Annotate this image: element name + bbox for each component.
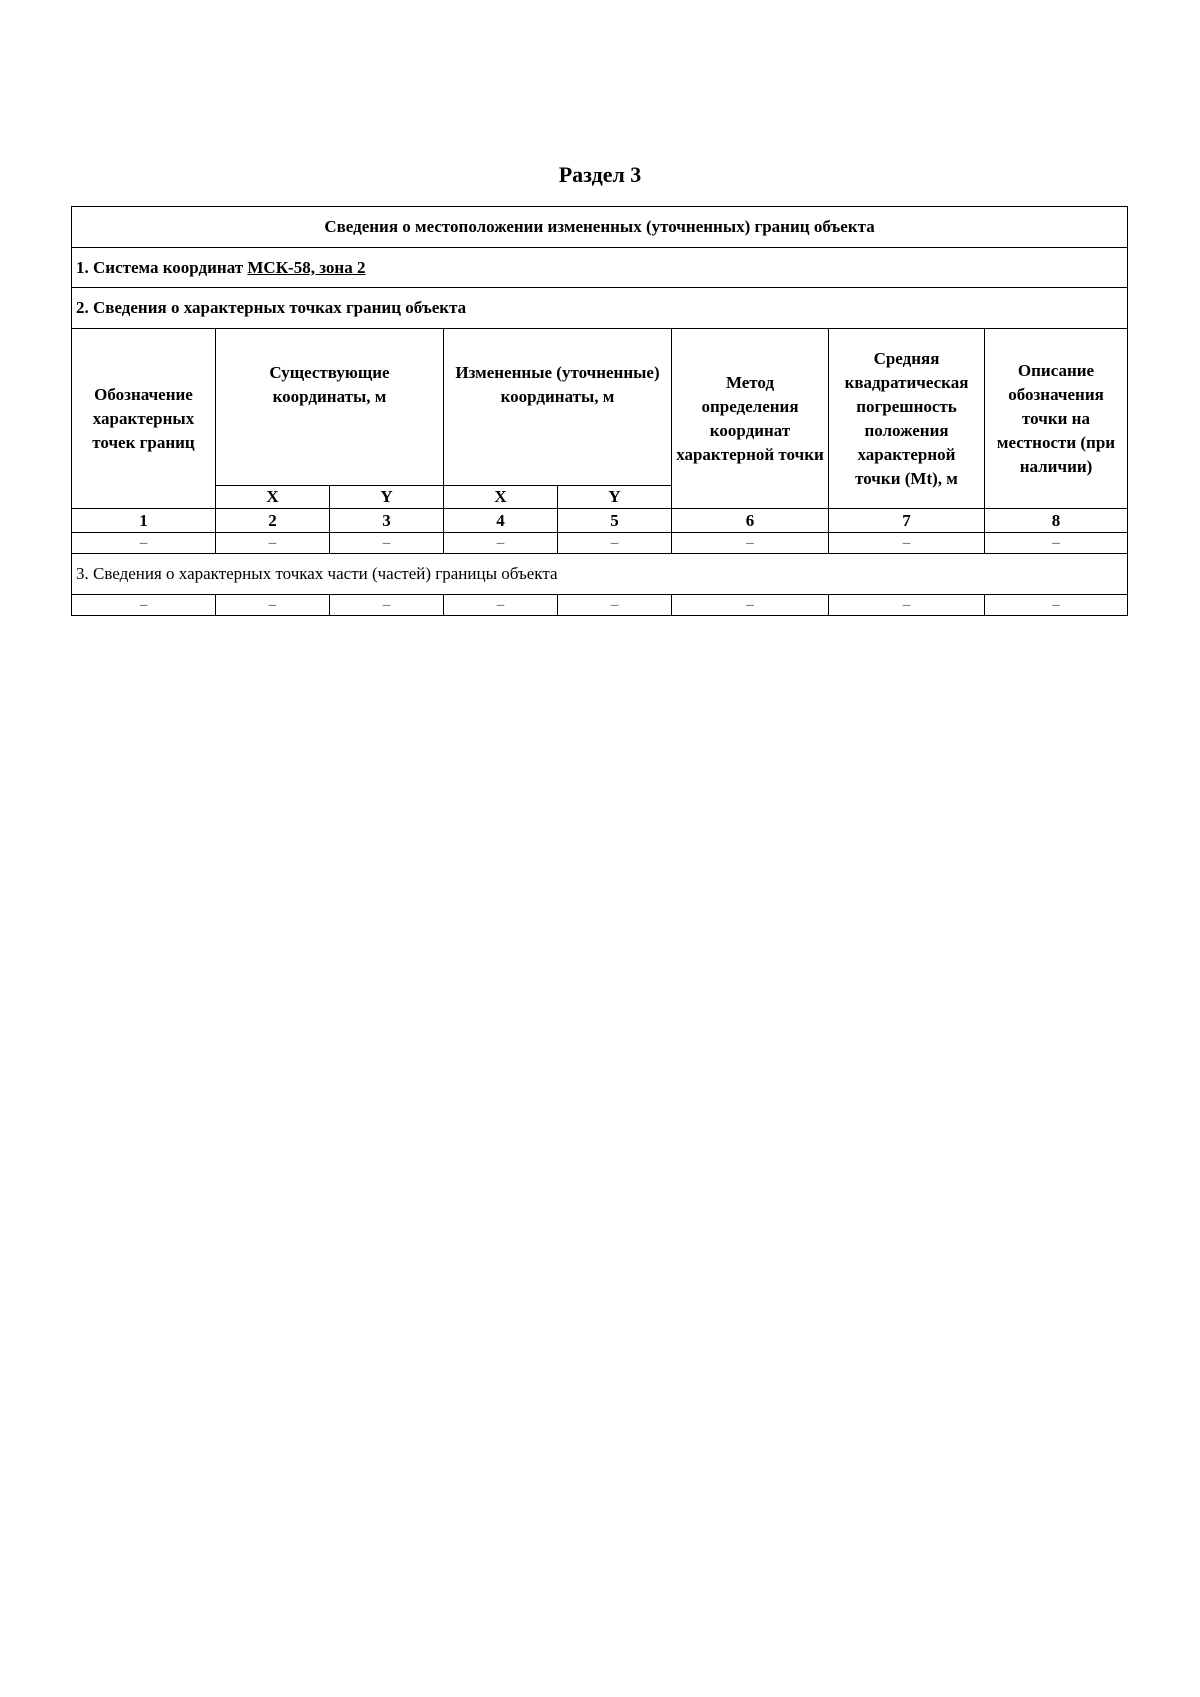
header-method: Метод определения координат характерной точки <box>672 329 829 509</box>
table-cell: – <box>444 533 558 554</box>
header-changed-x: X <box>444 486 558 509</box>
column-number: 1 <box>72 509 216 533</box>
table-cell: – <box>216 533 330 554</box>
header-changed-y: Y <box>558 486 672 509</box>
table-cell: – <box>330 533 444 554</box>
table-cell: – <box>330 595 444 616</box>
table-caption: Сведения о местоположении измененных (уточненных) границ объекта <box>72 207 1128 248</box>
header-description: Описание обозначения точки на местности (при наличии) <box>985 329 1128 509</box>
header-existing-coords-label: Существующие координаты, м <box>269 363 390 406</box>
column-number: 3 <box>330 509 444 533</box>
header-existing-coords <box>216 329 444 486</box>
header-changed-coords-label: Измененные (уточненные) координаты, м <box>455 363 660 406</box>
coordinate-system-label: 1. Система координат <box>76 257 248 277</box>
table-cell: – <box>672 595 829 616</box>
table-cell: – <box>829 595 985 616</box>
column-number: 5 <box>558 509 672 533</box>
table-row <box>72 533 1128 554</box>
column-number: 4 <box>444 509 558 533</box>
table-cell: – <box>72 595 216 616</box>
coordinate-system-value: МСК-58, зона 2 <box>247 257 366 277</box>
boundary-table <box>71 206 1128 616</box>
table-cell: – <box>985 595 1128 616</box>
table-cell: – <box>558 595 672 616</box>
table-cell: – <box>558 533 672 554</box>
column-number: 2 <box>216 509 330 533</box>
table-cell: – <box>72 533 216 554</box>
column-number-row <box>72 509 1128 533</box>
column-number: 8 <box>985 509 1128 533</box>
table-row <box>72 595 1128 616</box>
header-existing-x: X <box>216 486 330 509</box>
table-cell: – <box>444 595 558 616</box>
table-cell: – <box>216 595 330 616</box>
column-number: 7 <box>829 509 985 533</box>
header-existing-y: Y <box>330 486 444 509</box>
table-cell: – <box>985 533 1128 554</box>
points-section-title: 2. Сведения о характерных точках границ объекта <box>72 288 1128 329</box>
part-section-title: 3. Сведения о характерных точках части (частей) границы объекта <box>72 554 1128 595</box>
header-accuracy: Средняя квадратическая погрешность положения характерной точки (Mt), м <box>829 329 985 509</box>
column-number: 6 <box>672 509 829 533</box>
table-cell: – <box>672 533 829 554</box>
header-point-designation: Обозначение характерных точек границ <box>72 329 216 509</box>
header-changed-coords <box>444 329 672 486</box>
table-cell: – <box>829 533 985 554</box>
section-title: Раздел 3 <box>558 162 642 187</box>
coordinate-system-row <box>72 248 1128 288</box>
